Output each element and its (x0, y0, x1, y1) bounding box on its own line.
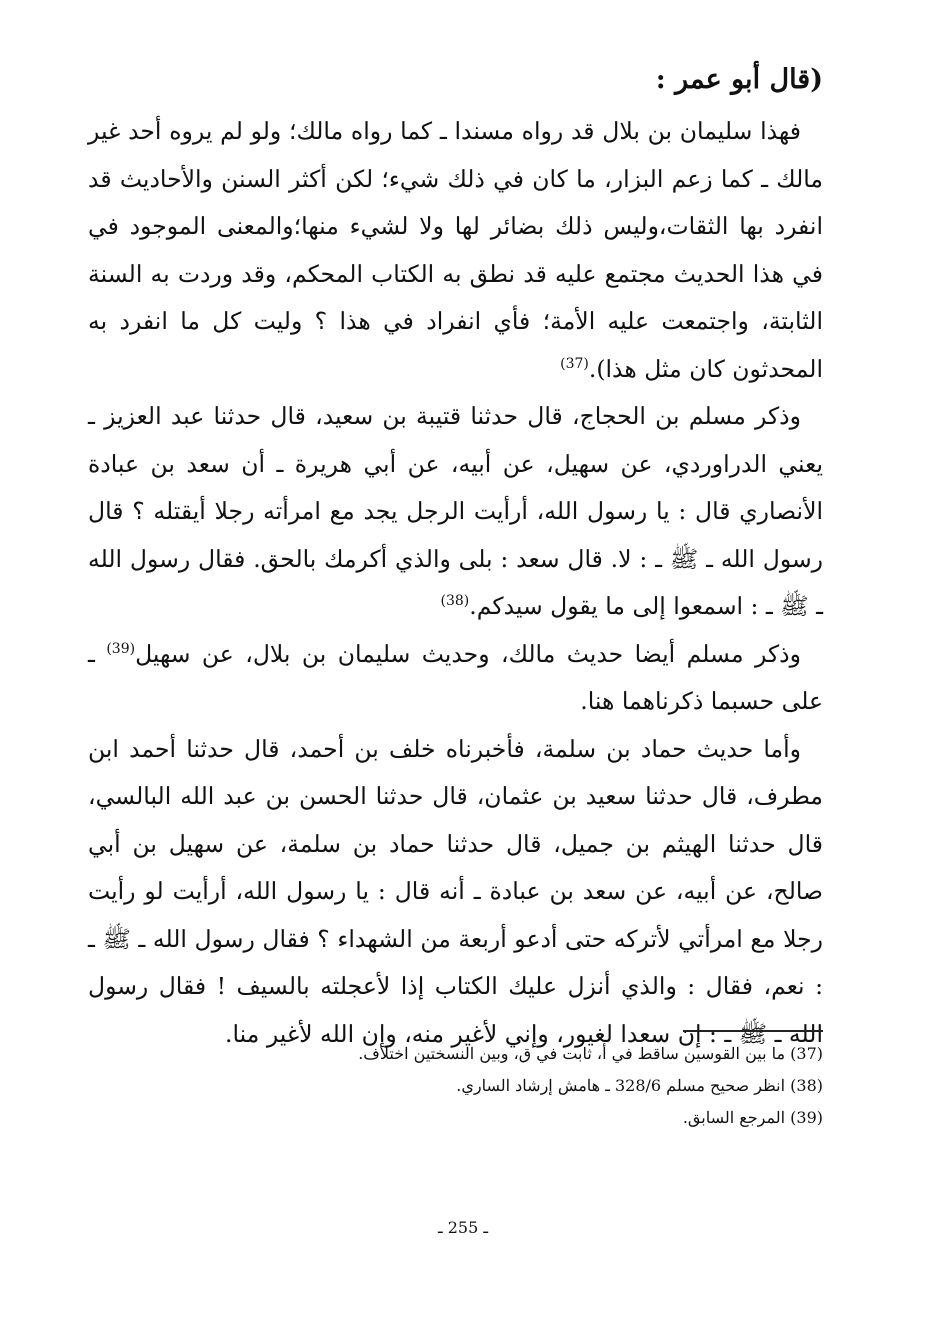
paragraph-3-text-after: ـ على حسبما ذكرناهما هنا. (88, 639, 823, 715)
paragraph-2-text: وذكر مسلم بن الحجاج، قال حدثنا قتيبة بن سعيد، قال حدثنا عبد العزيز ـ يعني الدراوردي، عن سهيل، عن أبيه، عن أبي هريرة ـ أن سعد بن عبادة الأنصاري قال : يا رسول الله، أرأيت الرجل يجد مع امرأته رجلا أيقتله ؟ قال رسول الله ـ ﷺ ـ : لا. قال سعد : بلى والذي أكرمك بالحق. فقال رسول الله ـ ﷺ ـ : اسمعوا إلى ما يقول سيدكم. (88, 402, 823, 620)
section-heading: (قال أبو عمر : (655, 64, 823, 95)
footnote-divider (683, 1030, 823, 1032)
paragraph-4 (88, 726, 823, 1059)
paragraph-1 (88, 108, 823, 393)
page-body (88, 52, 823, 1058)
paragraph-2 (88, 393, 823, 631)
footnote-ref-37: (37) (560, 355, 589, 372)
footnotes (88, 1030, 823, 1134)
footnote-39: (39) المرجع السابق. (682, 1108, 823, 1127)
footnote-ref-38: (38) (440, 593, 470, 610)
footnote-38: (38) انظر صحيح مسلم 328/6 ـ هامش إرشاد الساري. (456, 1076, 823, 1095)
footnote-37: (37) ما بين القوسين ساقط في أ، ثابت في ق، وبين النسختين اختلاف. (358, 1044, 823, 1063)
paragraph-1-text: فهذا سليمان بن بلال قد رواه مسندا ـ كما رواه مالك؛ ولو لم يروه أحد غير مالك ـ كما زعم البزار، ما كان في ذلك شيء؛ لكن أكثر السنن والأحاديث قد انفرد بها الثقات،وليس ذلك بضائر لها ولا لشيء منها؛والمعنى الموجود في في هذا الحديث مجتمع عليه قد نطق به الكتاب المحكم، وقد وردت به السنة الثابتة، واجتمعت عليه الأمة؛ فأي انفراد في هذا ؟ وليت كل ما انفرد به المحدثون كان مثل هذا). (88, 117, 823, 383)
footnote-ref-39: (39) (106, 640, 136, 657)
page-number: ـ 255 ـ (437, 1218, 489, 1237)
paragraph-3 (88, 631, 823, 726)
paragraph-3-text-before: وذكر مسلم أيضا حديث مالك، وحديث سليمان بن بلال، عن سهيل (135, 639, 801, 668)
paragraph-4-text: وأما حديث حماد بن سلمة، فأخبرناه خلف بن أحمد، قال حدثنا أحمد ابن مطرف، قال حدثنا سعيد بن عثمان، قال حدثنا الحسن بن عبد الله البالسي، قال حدثنا الهيثم بن جميل، قال حدثنا حماد بن سلمة، عن سهيل بن أبي صالح، عن أبيه، عن سعد بن عبادة ـ أنه قال : يا رسول الله، أرأيت لو رأيت رجلا مع امرأتي لأتركه حتى أدعو أربعة من الشهداء ؟ فقال رسول الله ـ ﷺ ـ : نعم، فقال : والذي أنزل عليك الكتاب إذا لأعجلته بالسيف ! فقال رسول الله ـ ﷺ ـ : إن سعدا لغيور، وإني لأغير منه، وإن الله لأغير منا. (88, 734, 823, 1048)
